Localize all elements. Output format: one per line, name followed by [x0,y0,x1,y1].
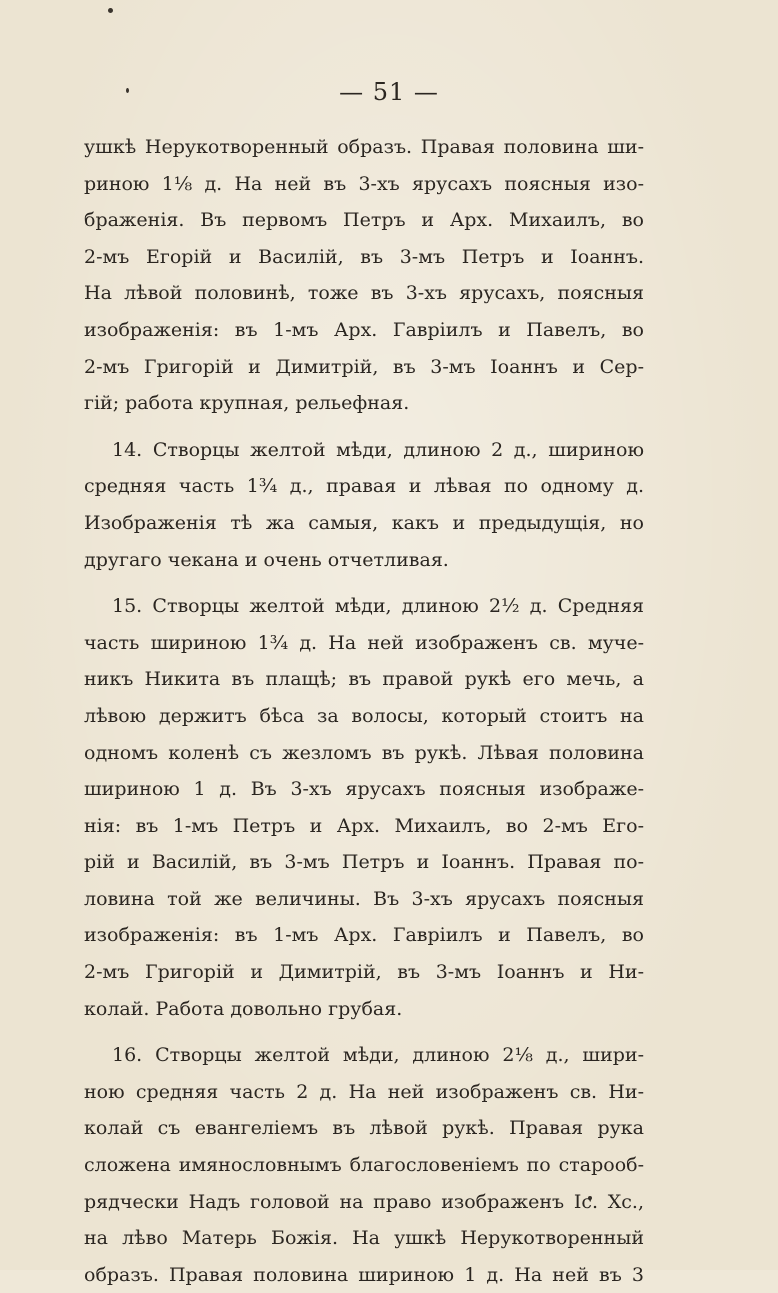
text-line: рядчески Надъ головой на право изображенъ Іс. Хс., [84,1190,644,1213]
ink-speck [108,8,113,13]
paragraph-continuation [84,129,644,422]
text-line: ловина той же величины. Въ 3-хъ ярусахъ поясныя [84,887,644,910]
text-line: 15. Створцы желтой мѣди, длиною 2½ д. Средняя [112,595,644,618]
paragraph-item-15 [84,588,644,1027]
text-line: лѣвою держитъ бѣса за волосы, который стоитъ на [84,704,644,727]
text-line: 2-мъ Егорій и Василій, въ 3-мъ Петръ и Іоаннъ. [84,245,644,268]
text-line: риною 1⅛ д. На ней въ 3-хъ ярусахъ поясныя изо- [84,172,644,195]
text-line: колай съ евангеліемъ въ лѣвой рукѣ. Правая рука [84,1117,644,1140]
body-text [84,129,644,1293]
text-line: ушкѣ Нерукотворенный образъ. Правая половина ши- [84,136,644,158]
text-line: образъ. Правая половина шириною 1 д. На ней въ 3 [84,1263,644,1286]
text-line: никъ Никита въ плащѣ; въ правой рукѣ его мечь, а [84,668,644,691]
text-line: 16. Створцы желтой мѣди, длиною 2⅛ д., шири- [112,1044,644,1067]
text-line: Изображенія тѣ жа самыя, какъ и предыдущія, но [84,511,644,534]
text-line: колай. Работа довольно грубая. [84,997,403,1020]
text-line: шириною 1 д. Въ 3-хъ ярусахъ поясныя изображе- [84,778,644,801]
text-line: одномъ коленѣ съ жезломъ въ рукѣ. Лѣвая половина [84,741,644,764]
page-number: — 51 — [339,78,439,106]
text-line: 2-мъ Григорій и Димитрій, въ 3-мъ Іоаннъ и Ни- [84,961,644,984]
text-line: рій и Василій, въ 3-мъ Петръ и Іоаннъ. Правая по- [84,851,644,874]
text-line: часть шириною 1¾ д. На ней изображенъ св. муче- [84,631,644,654]
paragraph-item-14 [84,432,644,578]
text-line: сложена имянословнымъ благословеніемъ по старооб- [84,1154,644,1177]
text-line: 2-мъ Григорій и Димитрій, въ 3-мъ Іоаннъ и Сер- [84,355,644,378]
text-line: гій; работа крупная, рельефная. [84,392,410,415]
paragraph-item-16 [84,1037,644,1293]
text-line: 14. Створцы желтой мѣди, длиною 2 д., шириною [112,438,644,461]
text-line: На лѣвой половинѣ, тоже въ 3-хъ ярусахъ, поясныя [84,282,644,305]
text-line: браженія. Въ первомъ Петръ и Арх. Михаилъ, во [84,209,644,232]
text-line: изображенія: въ 1-мъ Арх. Гавріилъ и Павелъ, во [84,924,644,947]
text-line: на лѣво Матерь Божія. На ушкѣ Нерукотворенный [84,1227,644,1250]
text-line: ною средняя часть 2 д. На ней изображенъ св. Ни- [84,1080,644,1103]
text-line: другаго чекана и очень отчетливая. [84,548,449,571]
text-line: нія: въ 1-мъ Петръ и Арх. Михаилъ, во 2-мъ Его- [84,814,644,837]
text-line: средняя часть 1¾ д., правая и лѣвая по одному д. [84,475,644,498]
text-line: изображенія: въ 1-мъ Арх. Гавріилъ и Павелъ, во [84,318,644,341]
